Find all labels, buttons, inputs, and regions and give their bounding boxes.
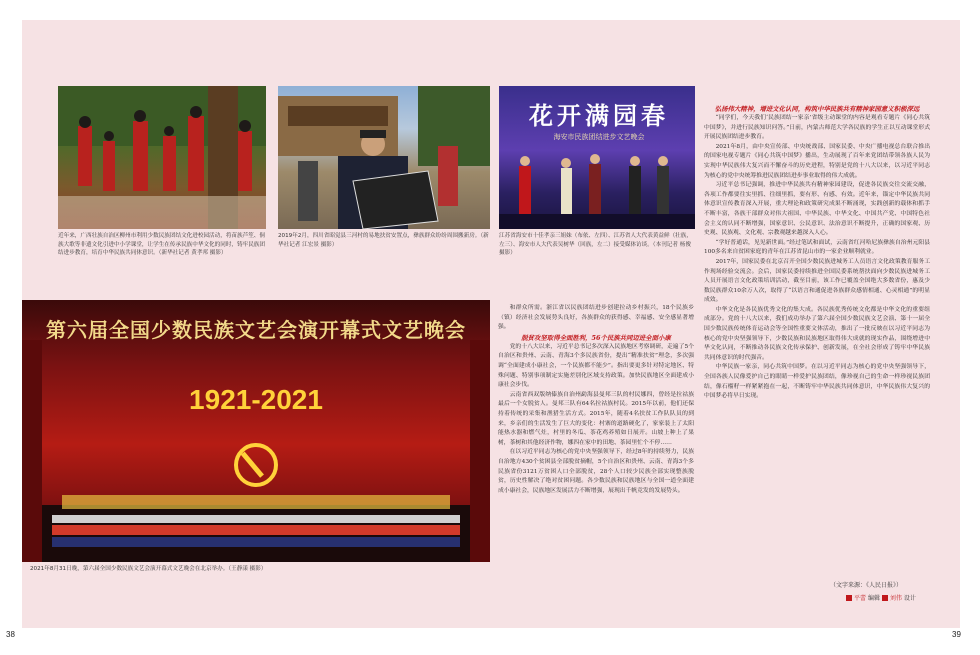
designer-role: 设计 (903, 595, 916, 602)
gala-stage (22, 300, 490, 562)
paragraph: 中华文化是各民族优秀文化的集大成。各民族优秀传统文化都是中华文化的重要组成部分。党的十八大以来，我们成功举办了第六届全国少数民族文艺会演、第十一届全国少数民族传统体育运动会等全国性重要文体活动，推出了一批反映在以习近平同志为核心的党中央坚强领导下，少数民族和民族地区取得伟大成就的现实作品，围绕增进中华文化认同，不断推动各民族文化传承保护、创新发展，在全社会形成了铸牢中华民族共同体意识的时代强音。 (704, 306, 930, 361)
paragraph: 和群众所需。浙江省以民族团结进步创建拉动乡村振兴，18个民族乡（镇）经济社会发展势头良好，各族群众的获得感、幸福感、安全感显著增强。 (498, 305, 694, 331)
paragraph: “学好普通话，见见新世面。”经过笔试和面试，云南省红河哈尼族彝族自治州元阳县100多名来自贫困家庭的青年在江苏省昆山市的一家企业顺利就业。 (704, 239, 930, 256)
page-number-right: 39 (952, 630, 961, 639)
editor-role: 编辑 (867, 595, 880, 602)
paragraph: 2017年，国家民委在北京召开全国少数民族进城务工人员语言文化政策教育服务工作现场经验交流会。会后，国家民委持续推进全国民委系统帮扶面向少数民族进城务工人员开展语言文化政策培训活动，截至目前，该工作已覆盖全国绝大多数省份，惠及少数民族群众10余万人次，取得了“以语言和通促进各族群众感情相通、心灵相通”的明显成效。 (704, 258, 930, 304)
paragraph: “同学们，今天我们‘民族团结一家亲’省级主动课堂的内容是观看专题片《同心共筑中国梦》，并进行民族知识问答。”日前，内蒙古师范大学各民族的学生正以互动课堂形式开展民族团结进步教育。 (704, 115, 930, 141)
text-source: （文字来源：《人民日报》） (830, 582, 903, 589)
square-icon (882, 595, 888, 601)
section-subhead: 脱贫攻坚取得全面胜利，56个民族共同迈进全面小康 (521, 333, 671, 342)
paragraph: 党的十八大以来，习近平总书记多次深入民族地区考察调研，走遍了5个自治区和贵州、云南、青海3个多民族省份，提出“精准扶贫”理念，多次强调“全面建成小康社会，一个民族都不能少”。指出要更多针对特定地区、特殊问题、特别事项制定实施差别化区域支持政策。加快民族地区全面建成小康社会步伐。 (498, 343, 694, 389)
photo-elder (278, 86, 490, 229)
photo-dancers (58, 86, 266, 229)
article-right-column (704, 104, 930, 574)
dancers-illustration (58, 86, 266, 229)
designer-name: 刘伟 (889, 595, 902, 602)
elder-illustration (278, 86, 490, 229)
editor-name: 平蕾 (854, 595, 867, 602)
party-emblem-icon (236, 445, 276, 485)
photo-gala (22, 300, 490, 562)
paragraph: 云南省西双版纳傣族自治州勐海县曼邦三队的村民娜四，曾经是拉祜族最后一个女脱贫人。曼邦三队有64名拉祜族村民。2015年以前，他们还保持着传统的采集和渔猎生活方式。2015年，随着4名扶贫工作队队员的到来，乡亲们的生活发生了巨大的变化：村寨的道路硬化了，家家装上了太阳能热水器和燃气灶，村里的冬瓜、茶花鸡养殖如日展开。山坡上种上了果树，茶树和其他经济作物，娜四在家中的田地、茶园里忙个不停…… (498, 391, 694, 446)
banner-title: 花开满园春 (529, 101, 669, 130)
photo-dancers-caption: 近年来，广西壮族自治区柳州市利用少数民族团结文化进校园活动，将苗族芦笙、侗族大歌等非遗文化引进中小学课堂，让学生在传承民族中华文化的同时，铸牢民族团结进步教育，培育中华民族共同体意识。（新华社记者 黄孝邦 摄影） (58, 233, 265, 257)
editor-credit (846, 593, 916, 602)
section-heading: 弘扬伟大精神，增进文化认同，构筑中华民族共有精神家园意义积极深远 (714, 105, 920, 113)
photo-gala-caption: 2021年8月31日晚，第六届全国少数民族文艺会演开幕式文艺晚会在北京举办。（王静漾 摄影） (30, 566, 267, 572)
paragraph: 2021年8月，由中央宣传部、中央统战部、国家民委、中央广播电视总台联合推出的国家电视专题片《同心共筑中国梦》播出，生动展现了百年来党团结带领各族人民为实现中华民族伟大复兴而不懈奋斗的历史进程，特别是党的十八大以来，以习近平同志为核心的党中央统筹推进民族团结进步事业取得的伟大成就。 (704, 143, 930, 179)
gala-years: 1921-2021 (189, 384, 323, 415)
paragraph: 中华民族一家亲，同心共筑中国梦。在以习近平同志为核心的党中央坚强领导下，全国各族人民像爱护自己的眼睛一样爱护民族团结，像珍视自己的生命一样珍视民族团结，像石榴籽一样紧紧抱在一起，不断铸牢中华民族共同体意识，中华民族伟大复兴的中国梦必将早日实现。 (704, 364, 930, 400)
paragraph: 在以习近平同志为核心的党中央坚强领导下，经过8年的持续努力，民族自治地方430个贫困县全部脱贫摘帽，5个自治区和贵州、云南、青海3个多民族省份3121万贫困人口全部脱贫，28个人口较少民族全部实现整族脱贫，历史性解决了绝对贫困问题。各少数民族和民族地区与全国一道全面建成小康社会，民族地区发展活力不断增强，展现出千帆竞发的发展势头。 (498, 449, 694, 494)
photo-elder-caption: 2019年2月，四川省昭觉县三河村的易地扶贫安置点，彝族群众纷纷周围搬新房。（新华社记者 江宏景 摄影） (278, 233, 489, 248)
photo-stage (499, 86, 695, 229)
stage-figures (499, 86, 695, 229)
article-middle-column (498, 304, 694, 600)
square-icon (846, 595, 852, 601)
paragraph: 习近平总书记强调，推进中华民族共有精神家园建设，促进各民族交往交流交融，各项工作都要往实里抓、往细里抓，要有形、有感、有效。近年来，锚定中华民族共同体意识宣传教育深入开展，重大理论和政策研究成果不断涌现，实践创新的载体和抓手不断丰富，各族干部群众对伟大祖国、中华民族、中华文化、中国共产党、中国特色社会主义的认同不断增强，国家意识、公民意识、法治意识不断提升，正确的国家观、历史观、民族观、文化观、宗教观越来越深入人心。 (704, 182, 930, 237)
gala-banner-title: 第六届全国少数民族文艺会演开幕式文艺晚会 (46, 318, 466, 342)
banner-subtitle: 海安市民族团结进步文艺晚会 (553, 133, 645, 141)
photo-stage-caption: 江苏省海安市十佳孝亲三姐妹（布依、左四）、江苏省人大代表黄益鲜（壮族，左三）、海安市人大代表吴树华（回族，左二）接受媒体访谈。（本刊记者 杨俊 摄影） (499, 233, 692, 257)
page-number-left: 38 (6, 630, 15, 639)
